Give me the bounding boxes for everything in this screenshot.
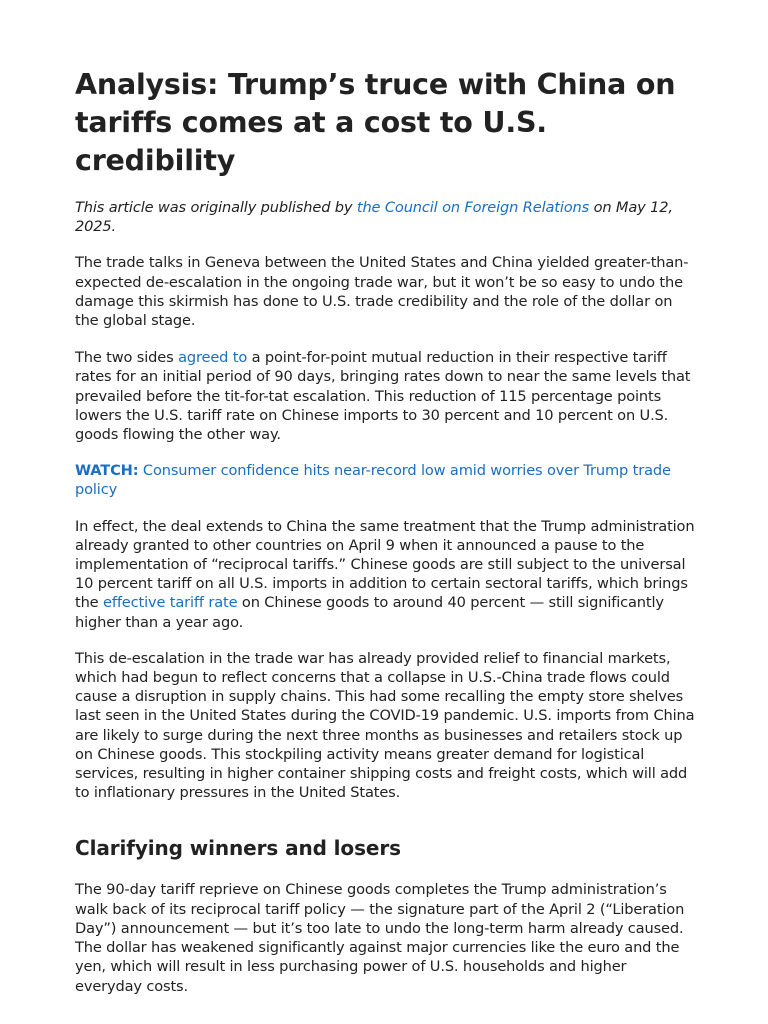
watch-link[interactable]: Consumer confidence hits near-record low amid worries over Trump trade policy <box>75 462 671 499</box>
paragraph-3-suffix: on Chinese goods to around 40 percent — still significantly higher than a year ago. <box>75 594 664 631</box>
source-note-suffix: on May 12, 2025. <box>75 199 673 236</box>
source-note <box>75 198 695 236</box>
section-heading: Clarifying winners and losers <box>75 836 401 861</box>
paragraph-2-suffix: a point-for-point mutual reduction in their respective tariff rates for an initial period of 90 days, bringing rates down to near the same levels that prevailed before the tit-for-tat escalation. This reduction of 115 percentage points lowers the U.S. tariff rate on Chinese imports to 30 percent and 10 percent on U.S. goods flowing the other way. <box>75 349 691 444</box>
paragraph-4: This de-escalation in the trade war has already provided relief to financial markets, which had begun to reflect concerns that a collapse in U.S.-China trade flows could cause a disruption in supply chains. This had some recalling the empty store shelves last seen in the United States during the COVID-19 pandemic. U.S. imports from China are likely to surge during the next three months as businesses and retailers stock up on Chinese goods. This stockpiling activity means greater demand for logistical services, resulting in higher container shipping costs and freight costs, which will add to inflationary pressures in the United States. <box>75 649 695 802</box>
paragraph-3-prefix: In effect, the deal extends to China the same treatment that the Trump administration already granted to other countries on April 9 when it announced a pause to the implementation of “reciprocal tariffs.” Chinese goods are still subject to the universal 10 percent tariff on all U.S. imports in addition to certain sectoral tariffs, which brings the <box>75 517 695 612</box>
watch-callout <box>75 461 695 499</box>
article <box>75 0 695 996</box>
paragraph-2 <box>75 348 695 444</box>
paragraph-5: The 90-day tariff reprieve on Chinese goods completes the Trump administration’s walk back of its reciprocal tariff policy — the signature part of the April 2 (“Liberation Day”) announcement — but it’s too late to undo the long-term harm already caused. The dollar has weakened significantly against major currencies like the euro and the yen, which will result in less purchasing power of U.S. households and higher everyday costs. <box>75 881 685 995</box>
cfr-link[interactable]: the Council on Foreign Relations <box>356 199 590 216</box>
paragraph-2-prefix: The two sides <box>75 349 179 367</box>
agreed-to-link[interactable]: agreed to <box>178 349 248 367</box>
source-note-prefix: This article was originally published by <box>75 199 357 216</box>
paragraph-3 <box>75 517 695 632</box>
watch-label: WATCH: <box>75 462 139 480</box>
effective-tariff-rate-link[interactable]: effective tariff rate <box>103 594 238 612</box>
article-title: Analysis: Trump’s truce with China on tariffs comes at a cost to U.S. credibility <box>75 68 676 177</box>
paragraph-1: The trade talks in Geneva between the United States and China yielded greater-than-expected de-escalation in the ongoing trade war, but it won’t be so easy to undo the damage this skirmish has done to U.S. trade credibility and the role of the dollar on the global stage. <box>75 254 689 330</box>
